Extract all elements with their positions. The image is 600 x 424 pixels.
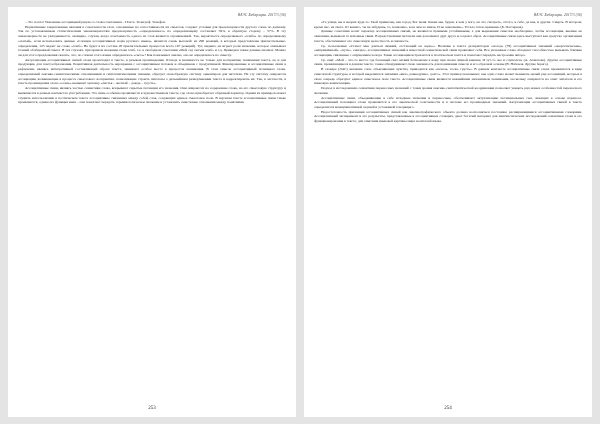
paragraph: Нормативные закрепленные явления в сочетаемости слов, основанные на сопоставимости их смыслов, создают условия для предсказуемости другого слова по данному. Так по установленным статистическим закономерностям предсказуемость «определенного» по определяющему составляет 59%, в обратную сторону – 57%. В эту закономерность не укладываются, очевидно, случаи, когда сочетаемость одного из слов является ограниченной. Так, вероятность определяемого «хлеба» по определяемому «сытый», если использовать данные «Словаря ассоциативных норм русского языка», является очень высокой: из 290 реакций, в которых представлены прилагательные-определения, 123 падает на слово «хлеб». Не будет в их составе 20 прилагательных процессов всего 167 реакций). Тут, видимо, не играет роли значение, которое описывает точный обобщенный смысл. В тех случаях, при прямом значении слова хлеб, т.е. в свободном сочетании «Мой сад сытым хлеб» и т.д. Приведем также данные анализа. Можно ли для этого предложения сказать, что, по словам этого языка определялось «сыто»? Как показывает анализ, оно не определялось по смыслу. (18, 24, 286, 58)
left-page (8, 7, 296, 417)
page-number: 254 (444, 406, 452, 411)
right-page (304, 7, 592, 417)
paragraph: Ср. ещё: «Мой – что-то место: где басенный сказ четкий бесконечен к кому при своем личной внешне, И тут-то око и слушался» (А. Ахматова). Другие ассоциативные связи, проявляющиеся в данном тексте, также обнаруживают свою значимость для понимания смысла и его образной основы (В. Набоков. Другие берега). (314, 57, 582, 67)
body-text (18, 20, 286, 392)
paragraph: Данные сочетания носят характер ассоциативных связей, не являются прямыми устойчивыми, а для выражения смыслов необходимо, чтобы ассоциация, внешне не связанная, вызывала те или иные связи. В представлении читателя они дополняют друг друга и создают образ. Ассоциативные связи здесь выступают как средство организации текста, обеспечивают его смысловую целостность и связность. (314, 29, 582, 43)
running-head: ВАЭС Хабарлары. 2017/3 (36) (534, 13, 582, 17)
paragraph: Ассоциативные связи, объединяющие в себе исходные значения и переносные, обеспечивают актуализацию потенциальных сем, лежащих в основе переноса. Ассоциативный потенциал слова проявляется в его лексической сочетаемости и в системе его производных значений. Актуализация ассоциативных связей в тексте определяется коммуникативной задачей и установкой говорящего. (314, 95, 582, 109)
paragraph: Недостаточность признания ассоциативных связей как лексикографического объекта должна восполняться постоянно расширяющимися ассоциативными словарями. Ассоциативный эксперимент и его результаты, представленные в ассоциативных словарях, дают богатый материал для лингвистических исследований семантики слова и его функционирования в тексте, для описания языковой картины мира носителей языка. (314, 109, 582, 124)
paragraph: Ассоциативные связи, являясь частью семантики слова, вскрывают скрытые потенции его значения. Они опираются на содержание слова, на его смысловую структуру и выявляются в разных контекстах употребления. Эта связь особенно проявляется в художественном тексте, где слово приобретает образный характер. Одним из примеров может служить использование в поэтическом тексте ассоциативно связанных между собой слов, создающих единое смысловое поле. В научном тексте ассоциативные связи также проявляются, однако их функция иная – они помогают передать терминологическое значение и установить смысловые отношения между понятиями. (18, 86, 286, 105)
paragraph: Ср. посылаемые «Станет мне длиться зимний, отстающий на зарю»». Наличие в тексте дескрипторов «холод» (78) ассоциативных значений «энергетические», «напряжённый», «пуск», «звезда», ассоциативных значений в известной семантической связи проявляют себя. Все указанные слова обладают способностью вызывать близкие ассоциации, связанные с ощущением холода. Такие ассоциации встречаются в поэтическом тексте и помогают передать настроение автора. (314, 43, 582, 58)
body-text (314, 20, 582, 392)
paragraph: – Это почта! Увлечение ассоциацией рядом со словосочетанием – Почта. Телеграф. Телефон. (25, 20, 166, 24)
paragraph: В словаре (ЛАС) значение слов, объясняющих чувства, приводится как «печаль, тоска, грусть». В данном контексте ассоциативные связи слова проявляются в виде смысловой структуры, в которой выделяются значения «вяло, равнодушно, долго». Этот пример показывает, как одно слово может вызывать целый ряд ассоциаций, которые в свою очередь образуют единое смысловое поле текста. Ассоциативные связи являются важнейшим механизмом понимания, поскольку опираются на опыт читателя и его языковую компетенцию. (314, 67, 582, 86)
page-number: 253 (148, 406, 156, 411)
book-spread (8, 7, 592, 417)
paragraph: «Та улица, вы в неорях куда-то. Твой пришелец, как город, Бог меня. Какие мы, будем, в чем у кого, на что смотреть, оттого, к себе, да как, и другие. Смерть. В котором, кроме нас, на свете. От вашего, ты не забудешь, то, возможно, и на чем-то иначе, И не замечаешь». Устало тепло времени» (Б. Пастернак). (314, 20, 582, 29)
paragraph: Подход к исследованию семантики переносных значений с точки зрения лексико-синтагматической координации позволяет увидеть ряд новых особенностей переносного значения. (314, 86, 582, 95)
paragraph: Актуализация ассоциативных связей слова происходит в тексте, в речевом произведении. Отсюда и значимость не только для восприятия, понимания текста, но и для продукции, для текстообразования. Рецептивная деятельность неразрывна с ассоциативным потоком и объединена с продуктивной. Фиксированные и ассоциативные связи в рефлексии, являясь интегративной составляющей образа текста, занимают особое место в процессах понимания. В этом смысле ассоциативный потенциал слова, определяемый лексико-семантическими отношениями и синтагматическими связями, образует своеобразную систему ориентиров для читателя. На эту систему опираются ассоциации, возникающие в процессе смыслового восприятия, позволяющие строить гипотезы о дальнейшем развертывании текста и корректировать их. Так, в частности, в тексте произведения слово «осень» вызывает цепочку «листья – желтый – дождь – грусть». (18, 57, 286, 86)
running-head: ВАЭС Хабарлары. 2017/3 (36) (238, 13, 286, 17)
